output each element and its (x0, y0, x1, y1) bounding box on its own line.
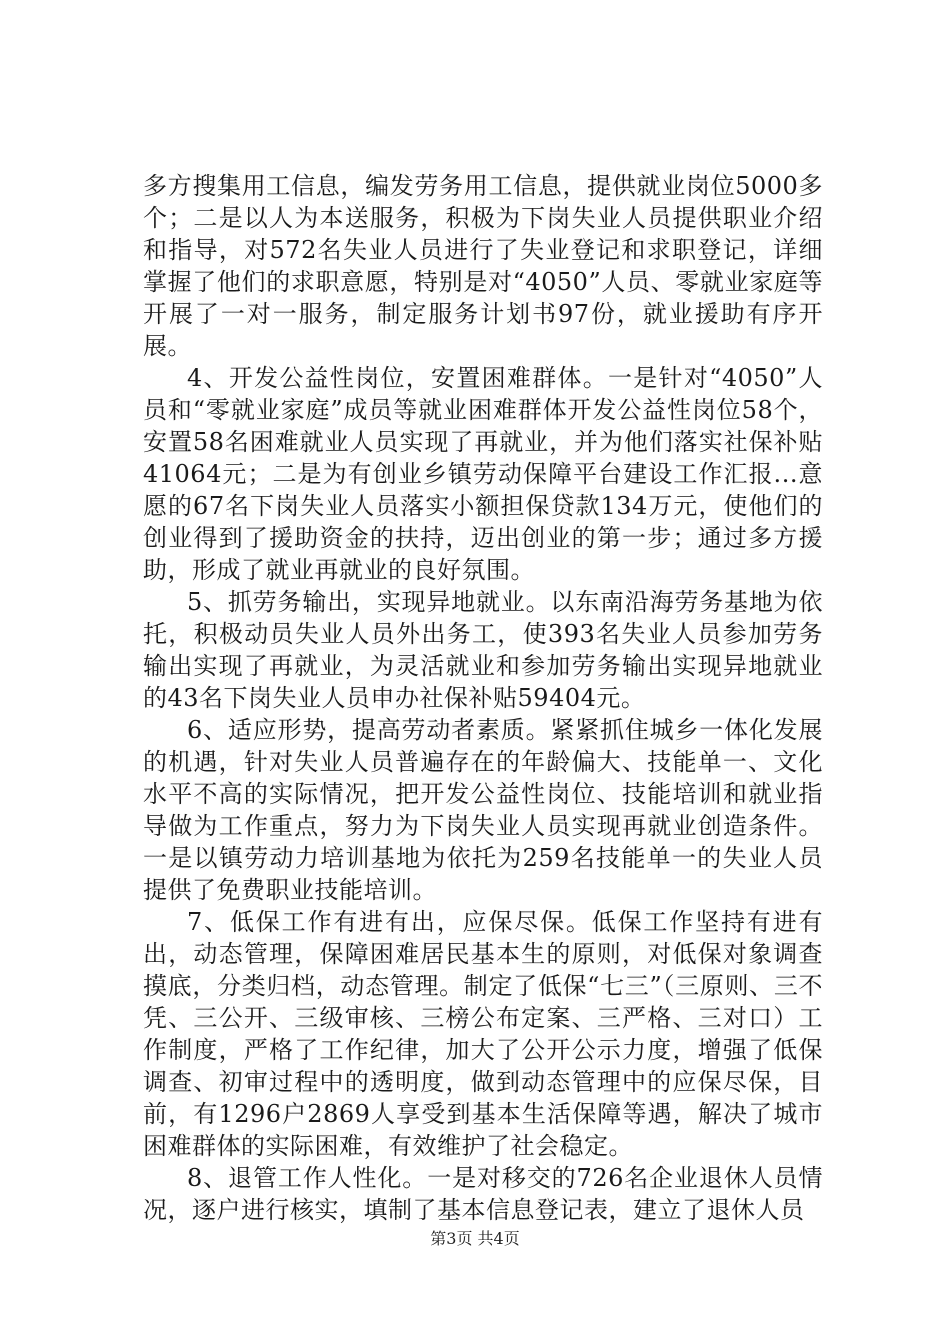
paragraph-item-4: 4、开发公益性岗位，安置困难群体。一是针对“4050”人员和“零就业家庭”成员等就业困难群体开发公益性岗位58个，安置58名困难就业人员实现了再就业，并为他们落实社保补贴41064元；二是为有创业乡镇劳动保障平台建设工作汇报...意愿的67名下岗失业人员落实小额担保贷款134万元，使他们的创业得到了援助资金的扶持，迈出创业的第一步；通过多方援助，形成了就业再就业的良好氛围。 (143, 364, 823, 584)
paragraph-item-7: 7、低保工作有进有出，应保尽保。低保工作坚持有进有出，动态管理，保障困难居民基本生的原则，对低保对象调查摸底，分类归档，动态管理。制定了低保“七三”（三原则、三不凭、三公开、三级审核、三榜公布定案、三严格、三对口）工作制度，严格了工作纪律，加大了公开公示力度，增强了低保调查、初审过程中的透明度，做到动态管理中的应保尽保，目前，有1296户2869人享受到基本生活保障等遇，解决了城市困难群体的实际困难，有效维护了社会稳定。 (143, 908, 823, 1160)
paragraph-continuation: 多方搜集用工信息，编发劳务用工信息，提供就业岗位5000多个；二是以人为本送服务，积极为下岗失业人员提供职业介绍和指导，对572名失业人员进行了失业登记和求职登记，详细掌握了他们的求职意愿，特别是对“4050”人员、零就业家庭等开展了一对一服务，制定服务计划书97份，就业援助有序开展。 (143, 172, 823, 360)
paragraph-item-6: 6、适应形势，提高劳动者素质。紧紧抓住城乡一体化发展的机遇，针对失业人员普遍存在的年龄偏大、技能单一、文化水平不高的实际情况，把开发公益性岗位、技能培训和就业指导做为工作重点，努力为下岗失业人员实现再就业创造条件。一是以镇劳动力培训基地为依托为259名技能单一的失业人员提供了免费职业技能培训。 (143, 716, 823, 904)
document-body (143, 170, 823, 1226)
paragraph-item-8: 8、退管工作人性化。一是对移交的726名企业退休人员情况，逐户进行核实，填制了基本信息登记表，建立了退休人员 (143, 1164, 823, 1224)
page-number-footer: 第3页 共4页 (430, 1229, 520, 1248)
paragraph-item-5: 5、抓劳务输出，实现异地就业。以东南沿海劳务基地为依托，积极动员失业人员外出务工，使393名失业人员参加劳务输出实现了再就业，为灵活就业和参加劳务输出实现异地就业的43名下岗失业人员申办社保补贴59404元。 (143, 588, 823, 712)
